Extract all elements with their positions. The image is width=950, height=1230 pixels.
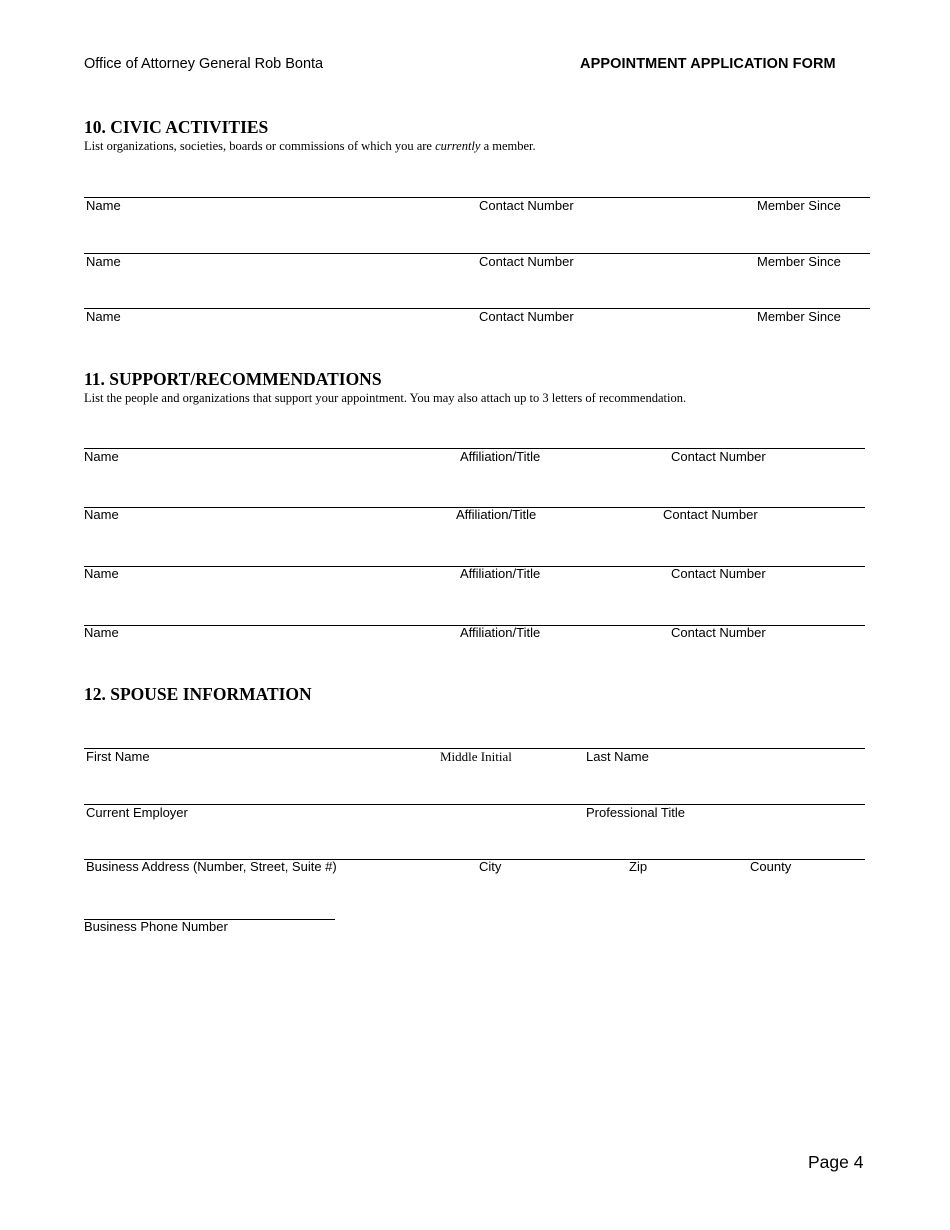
support-row-4-name-label: Name xyxy=(84,625,119,640)
page-number: Page 4 xyxy=(808,1152,864,1172)
currently-emphasis: currently xyxy=(435,139,481,153)
support-row-1-contact-label: Contact Number xyxy=(671,449,766,464)
spouse-county-label: County xyxy=(750,859,792,874)
section-11-title: 11. SUPPORT/RECOMMENDATIONS xyxy=(84,369,382,389)
civic-row-1-line[interactable] xyxy=(84,197,870,198)
form-title: APPOINTMENT APPLICATION FORM xyxy=(580,56,836,72)
support-row-3-name-label: Name xyxy=(84,566,119,581)
section-10-title: 10. CIVIC ACTIVITIES xyxy=(84,117,269,137)
spouse-middle-initial-label: Middle Initial xyxy=(440,749,512,764)
spouse-employer-line[interactable] xyxy=(84,804,865,805)
civic-row-2-line[interactable] xyxy=(84,253,870,254)
support-row-2-contact-label: Contact Number xyxy=(663,507,758,522)
section-10-description: List organizations, societies, boards or commissions of which you are currently a member. xyxy=(84,139,536,153)
civic-row-3-line[interactable] xyxy=(84,308,870,309)
support-row-2-affiliation-label: Affiliation/Title xyxy=(456,507,537,522)
civic-row-2-contact-label: Contact Number xyxy=(479,254,574,269)
section-12-title: 12. SPOUSE INFORMATION xyxy=(84,684,312,704)
spouse-title-label: Professional Title xyxy=(586,805,685,820)
spouse-employer-label: Current Employer xyxy=(86,805,188,820)
support-row-1-affiliation-label: Affiliation/Title xyxy=(460,449,541,464)
support-row-3-affiliation-label: Affiliation/Title xyxy=(460,566,541,581)
spouse-last-name-label: Last Name xyxy=(586,749,649,764)
section-11-description: List the people and organizations that support your appointment. You may also attach up to 3 letters of recommendation. xyxy=(84,391,687,405)
support-row-3-contact-label: Contact Number xyxy=(671,566,766,581)
civic-row-3-since-label: Member Since xyxy=(757,309,841,324)
civic-row-2-name-label: Name xyxy=(86,254,121,269)
support-row-1-name-label: Name xyxy=(84,449,119,464)
civic-row-3-contact-label: Contact Number xyxy=(479,309,574,324)
civic-row-3-name-label: Name xyxy=(86,309,121,324)
support-row-2-name-label: Name xyxy=(84,507,119,522)
spouse-zip-label: Zip xyxy=(629,859,648,874)
support-row-4-contact-label: Contact Number xyxy=(671,625,766,640)
civic-row-2-since-label: Member Since xyxy=(757,254,841,269)
civic-row-1-since-label: Member Since xyxy=(757,198,841,213)
civic-row-1-contact-label: Contact Number xyxy=(479,198,574,213)
civic-row-1-name-label: Name xyxy=(86,198,121,213)
spouse-city-label: City xyxy=(479,859,502,874)
spouse-phone-label: Business Phone Number xyxy=(84,919,228,934)
spouse-first-name-label: First Name xyxy=(86,749,150,764)
office-name: Office of Attorney General Rob Bonta xyxy=(84,56,324,72)
spouse-address-label: Business Address (Number, Street, Suite #) xyxy=(86,859,337,874)
support-row-4-affiliation-label: Affiliation/Title xyxy=(460,625,541,640)
